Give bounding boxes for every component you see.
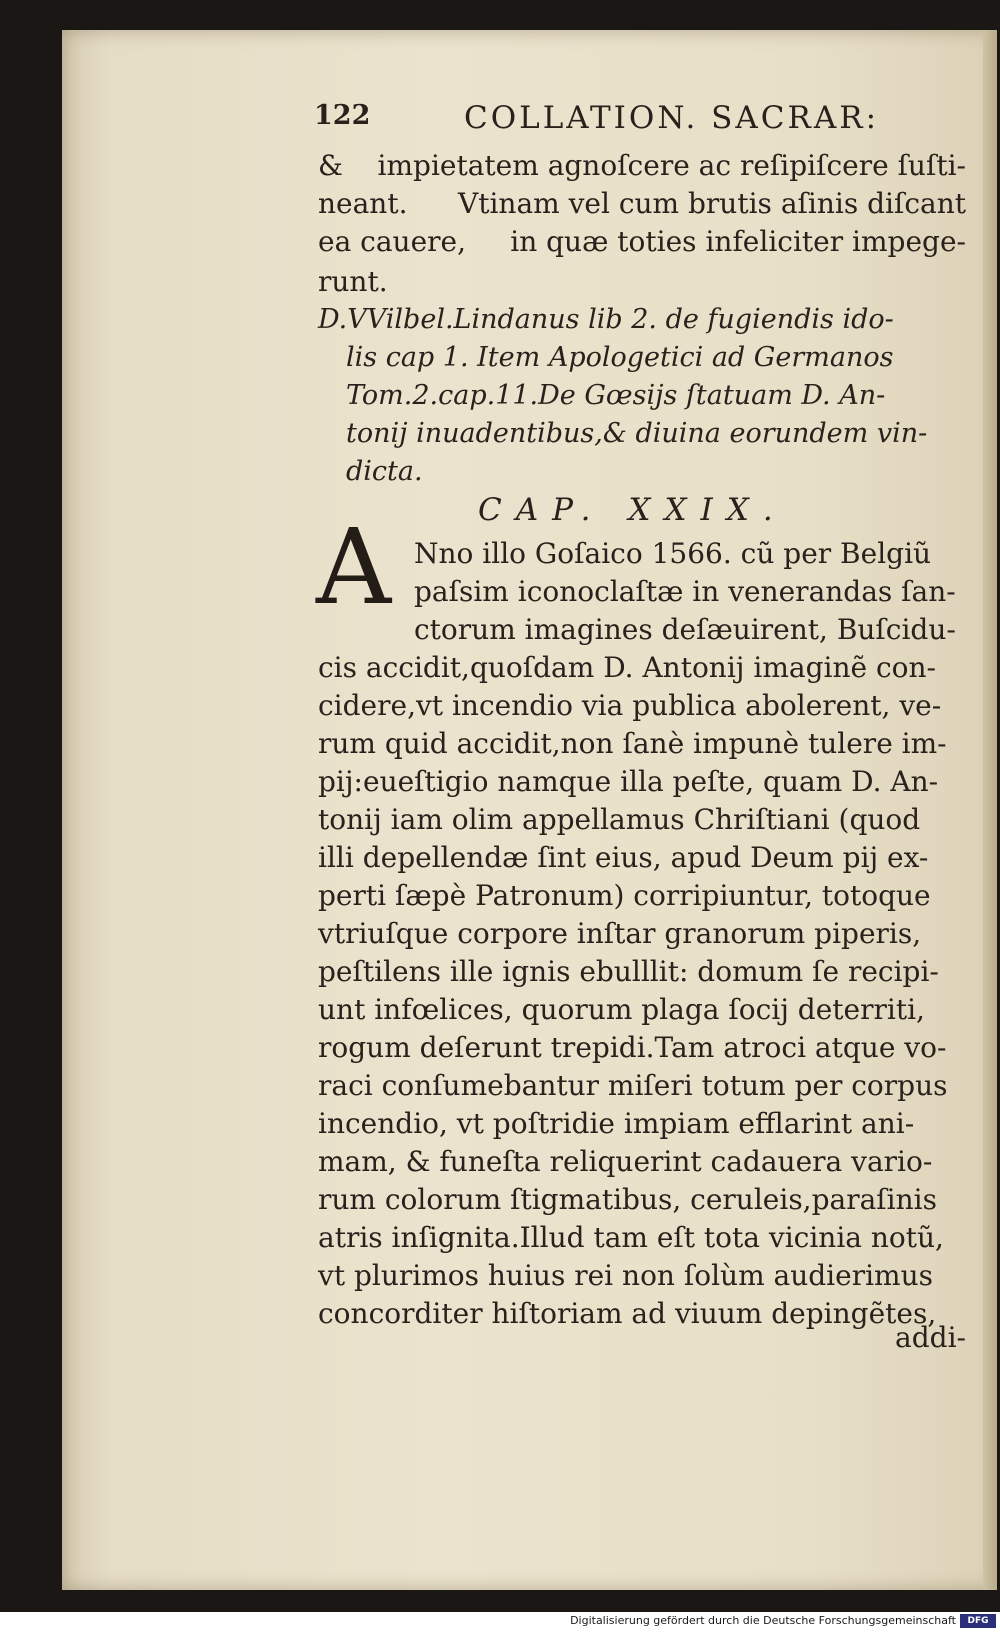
dfg-logo: DFG <box>960 1614 996 1628</box>
text-line <box>318 148 966 186</box>
text-line <box>318 264 966 302</box>
text-line <box>318 1220 966 1258</box>
text-line <box>318 726 966 764</box>
text-line <box>318 1068 966 1106</box>
text-segment: vt plurimos huius rei non ſolùm audierimus <box>318 1259 933 1292</box>
text-segment: concorditer hiſtoriam ad viuum depingẽtes, <box>318 1297 937 1330</box>
text-line <box>318 840 966 878</box>
text-line <box>318 878 966 916</box>
text-segment: rum colorum ſtigmatibus, ceruleis,paraſinis <box>318 1183 937 1216</box>
page-number: 122 <box>314 100 371 131</box>
text-segment: cidere,vt incendio via publica abolerent, ve- <box>318 689 942 722</box>
heading-text: lis cap 1. Item Apologetici ad Germanos <box>346 342 894 373</box>
heading-line <box>346 454 966 492</box>
text-segment: unt infœlices, quorum plaga ſocij deterriti, <box>318 993 925 1026</box>
text-segment: pij:eueſtigio namque illa peſte, quam D. An- <box>318 765 939 798</box>
text-line <box>414 612 966 650</box>
drop-cap: A <box>316 506 392 628</box>
running-head-title: COLLATION. SACRAR: <box>464 100 880 136</box>
text-segment: impietatem agnoſcere ac reſipiſcere ſuſti- <box>377 149 966 182</box>
text-segment: rogum deſerunt trepidi.Tam atroci atque vo- <box>318 1031 947 1064</box>
text-line <box>318 1258 966 1296</box>
text-line <box>318 802 966 840</box>
text-line <box>318 916 966 954</box>
text-segment: cis accidit,quoſdam D. Antonij imaginẽ con- <box>318 651 936 684</box>
text-segment: peſtilens ille ignis ebulllit: domum ſe recipi- <box>318 955 939 988</box>
heading-text: dicta. <box>346 456 423 487</box>
text-segment: & <box>318 149 343 182</box>
running-head <box>314 100 964 140</box>
text-line <box>318 650 966 688</box>
heading-line <box>346 378 966 416</box>
text-segment: incendio, vt poſtridie impiam efflarint ani- <box>318 1107 915 1140</box>
text-segment: rum quid accidit,non ſanè impunè tulere im- <box>318 727 947 760</box>
text-segment: in quæ toties infeliciter impege- <box>510 225 966 258</box>
text-line <box>318 764 966 802</box>
text-line <box>318 1030 966 1068</box>
text-segment: illi depellendæ ſint eius, apud Deum pij ex- <box>318 841 929 874</box>
text-segment: runt. <box>318 265 388 298</box>
text-line <box>318 1182 966 1220</box>
text-line <box>414 536 966 574</box>
text-line <box>318 1106 966 1144</box>
text-line <box>318 186 966 224</box>
heading-line <box>346 340 966 378</box>
text-segment: Nno illo Goſaico 1566. cũ per Belgiũ <box>414 537 932 570</box>
funding-notice: Digitalisierung gefördert durch die Deutsche Forschungsgemeinschaft <box>570 1614 956 1627</box>
text-segment: paſsim iconoclaſtæ in venerandas ſan- <box>414 575 956 608</box>
text-segment: perti ſæpè Patronum) corripiuntur, totoque <box>318 879 931 912</box>
page-edge <box>983 30 997 1590</box>
text-segment: ctorum imagines deſæuirent, Buſcidu- <box>414 613 956 646</box>
text-segment: raci conſumebantur miſeri totum per corpus <box>318 1069 948 1102</box>
text-line <box>318 1144 966 1182</box>
text-line <box>318 688 966 726</box>
heading-line <box>346 416 966 454</box>
text-segment: atris inſignita.Illud tam eſt tota vicinia notũ, <box>318 1221 944 1254</box>
catchword: addi- <box>895 1321 966 1354</box>
text-segment: ea cauere, <box>318 225 466 258</box>
heading-line <box>318 302 966 340</box>
text-segment: mam, & funeſta reliquerint cadauera vario- <box>318 1145 933 1178</box>
text-line <box>318 224 966 262</box>
text-segment: vtriuſque corpore inſtar granorum piperis, <box>318 917 922 950</box>
chapter-heading: CAP. XXIX. <box>478 492 787 528</box>
heading-text: tonij inuadentibus,& diuina eorundem vin- <box>346 418 928 449</box>
text-segment: Vtinam vel cum brutis aſinis diſcant <box>457 187 966 220</box>
text-segment: neant. <box>318 187 408 220</box>
catchword-line <box>318 1320 966 1358</box>
text-segment: tonij iam olim appellamus Chriſtiani (quod <box>318 803 921 836</box>
text-line <box>318 954 966 992</box>
text-line <box>414 574 966 612</box>
text-line <box>318 992 966 1030</box>
heading-text: Tom.2.cap.11.De Gœsijs ſtatuam D. An- <box>346 380 886 411</box>
heading-text: D.VVilbel.Lindanus lib 2. de fugiendis ido- <box>318 304 894 335</box>
